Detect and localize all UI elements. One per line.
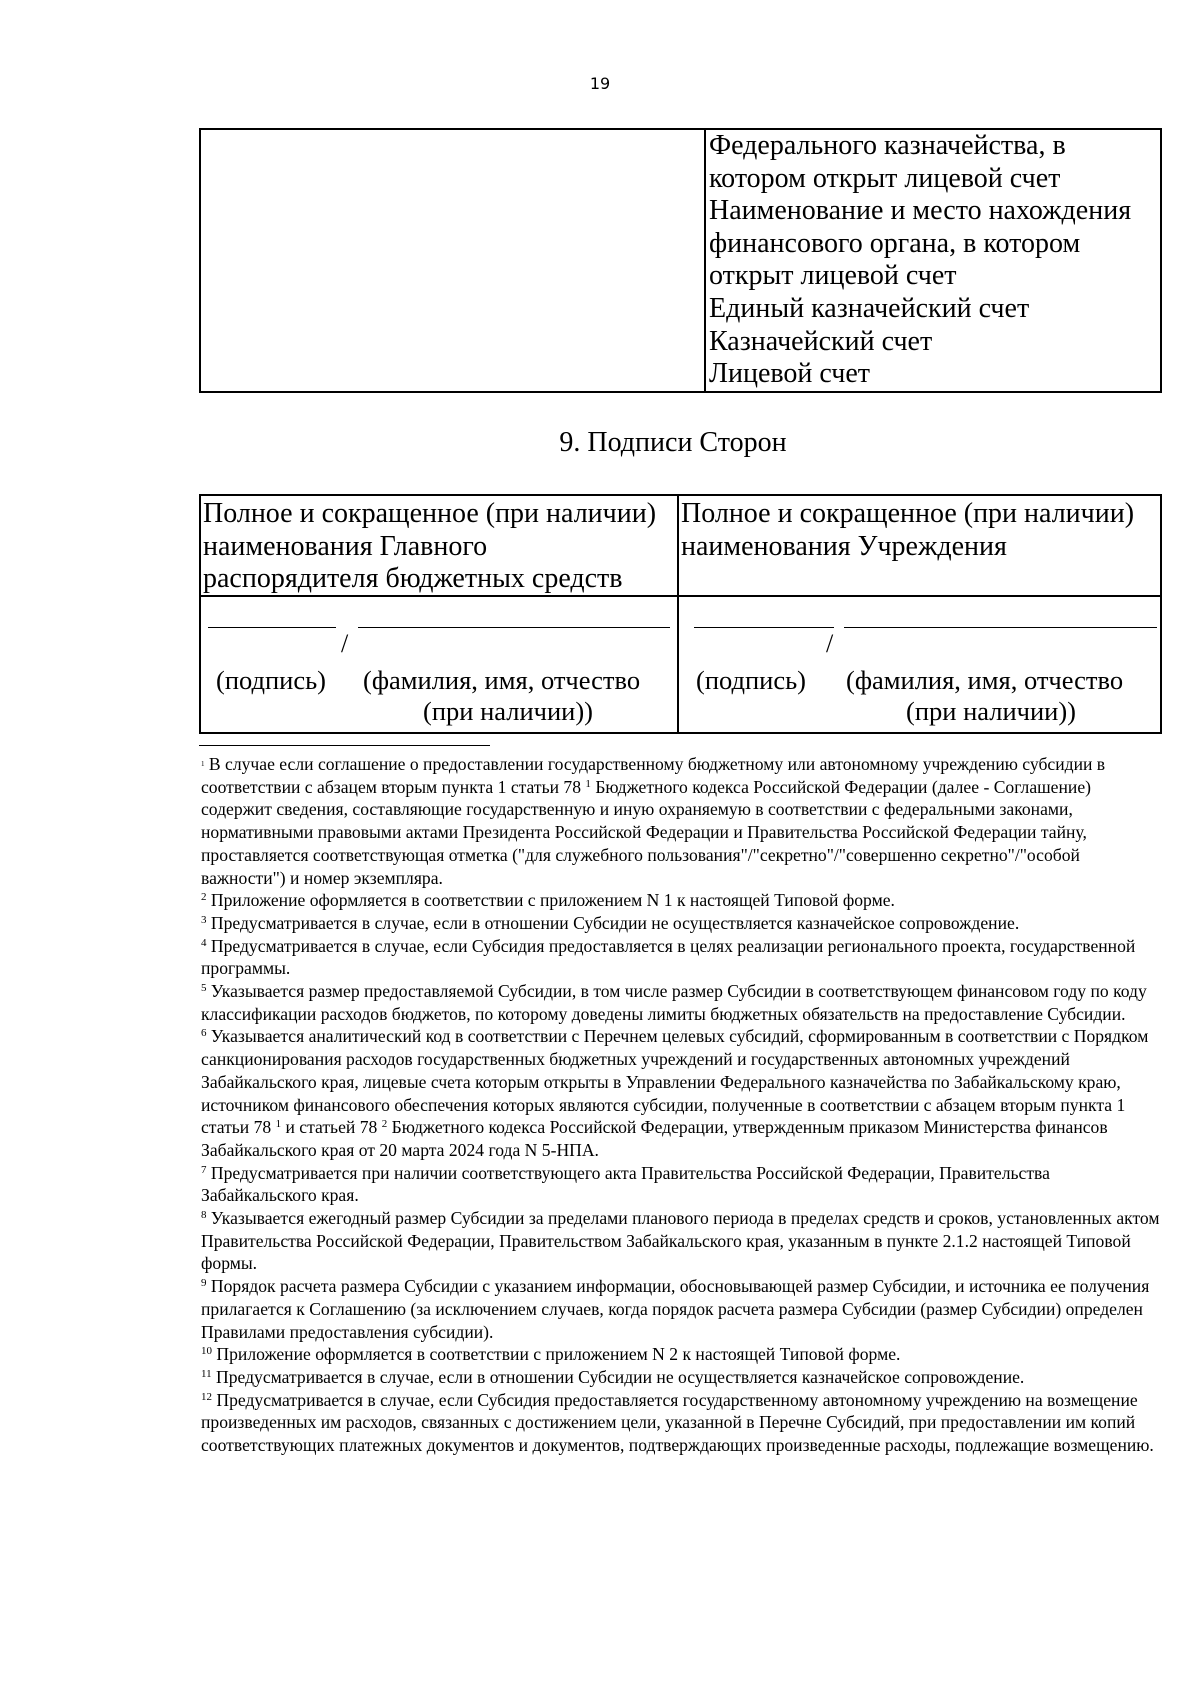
right-party-header: [677, 496, 1160, 595]
signature-line: [208, 627, 336, 628]
right-signature-cell: [677, 597, 1160, 732]
left-signature-cell: [201, 597, 677, 732]
signature-caption: (подпись): [216, 665, 327, 695]
footnote-2: $^2$ Приложение оформляется в соответствии с приложением N 1 к настоящей Типовой форме.: [201, 890, 895, 911]
name-caption-note: (при наличии)): [423, 696, 593, 726]
name-caption-note: (при наличии)): [906, 696, 1076, 726]
footnote-11: $^{11}$ Предусматривается в случае, если в отношении Субсидии не осуществляется казначейское сопровождение.: [201, 1366, 1025, 1387]
bank-detail-line: Наименование и место нахождения: [709, 195, 1132, 227]
bank-details-empty-cell: [201, 130, 706, 391]
section-title: 9. Подписи Сторон: [559, 427, 787, 458]
signatures-header-row: [201, 496, 1160, 597]
bank-detail-line: котором открыт лицевой счет: [709, 162, 1061, 194]
left-header-line: наименования Главного: [203, 530, 488, 562]
left-header-line: распорядителя бюджетных средств: [203, 563, 623, 595]
signature-caption: (подпись): [696, 665, 807, 695]
footnote-separator: [199, 745, 490, 746]
footnote-6: $^6$ Указывается аналитический код в соответствии с Перечнем целевых субсидий, сформированным в соответствии с Порядком санкционирования расходов государственных бюджетных учреждений и государственных автономных учреждений Забайкальского края, лицевые счета которым открыты в Управлении Федерального казначейства по Забайкальскому краю, источником финансового обеспечения которых являются субсидии, полученные в соответствии с абзацем вторым пункта 1 статьи 78 $^1$ и статьей 78 $^2$ Бюджетного кодекса Российской Федерации, утвержденным приказом Министерства финансов Забайкальского края от 20 марта 2024 года N 5-НПА.: [201, 1026, 1149, 1160]
name-line: [844, 627, 1157, 628]
page-number: 19: [589, 74, 611, 93]
bank-detail-line: Федерального казначейства, в: [709, 130, 1066, 161]
signature-line: [694, 627, 834, 628]
footnotes: [201, 753, 1161, 1457]
bank-detail-line: Единый казначейский счет: [709, 292, 1030, 324]
signatures-table: [199, 494, 1162, 734]
footnote-10: $^{10}$ Приложение оформляется в соответствии с приложением N 2 к настоящей Типовой форме.: [201, 1344, 901, 1365]
name-caption: (фамилия, имя, отчество: [363, 665, 641, 695]
footnote-7: $^7$ Предусматривается при наличии соответствующего акта Правительства Российской Федерации, Правительства Забайкальского края.: [201, 1162, 1050, 1206]
footnote-9: $^9$ Порядок расчета размера Субсидии с указанием информации, обосновывающей размер Субсидии, и источника ее получения прилагается к Соглашению (за исключением случаев, когда порядок расчета размера Субсидии (размер Субсидии) определен Правилами предоставления субсидии).: [201, 1276, 1150, 1342]
name-line: [358, 627, 670, 628]
footnote-3: $^3$ Предусматривается в случае, если в отношении Субсидии не осуществляется казначейское сопровождение.: [201, 912, 1020, 933]
footnote-1: $^1$ В случае если соглашение о предоставлении государственному бюджетному или автономному учреждению субсидии в соответствии с абзацем вторым пункта 1 статьи 78 $^1$ Бюджетного кодекса Российской Федерации (далее - Соглашение) содержит сведения, составляющие государственную и иную охраняемую в соответствии с федеральными законами, нормативными правовыми актами Президента Российской Федерации и Правительства Российской Федерации тайну, проставляется соответствующая отметка ("для служебного пользования"/"секретно"/"совершенно секретно"/"особой важности") и номер экземпляра.: [201, 754, 1106, 888]
right-header-line: Полное и сокращенное (при наличии): [681, 498, 1135, 529]
left-header-line: Полное и сокращенное (при наличии): [203, 498, 657, 529]
footnote-12: $^{12}$ Предусматривается в случае, если Субсидия предоставляется государственному автономному учреждению на возмещение произведенных им расходов, связанных с достижением цели, указанной в Перечне Субсидий, при предоставлении им копий соответствующих платежных документов и документов, подтверждающих произведенные расходы, подлежащие возмещению.: [201, 1389, 1154, 1456]
footnote-5: $^5$ Указывается размер предоставляемой Субсидии, в том числе размер Субсидии в соответствующем финансовом году по коду классификации расходов бюджетов, по которому доведены лимиты бюджетных обязательств на предоставление Субсидии.: [201, 981, 1147, 1024]
footnote-4: $^4$ Предусматривается в случае, если Субсидия предоставляется в целях реализации регионального проекта, государственной программы.: [201, 935, 1136, 979]
signatures-row: [201, 597, 1160, 732]
bank-details-table: [199, 128, 1162, 393]
footnote-8: $^8$ Указывается ежегодный размер Субсидии за пределами планового периода в пределах средств и сроков, установленных актом Правительства Российской Федерации, Правительством Забайкальского края, указанным в пункте 2.1.2 настоящей Типовой формы.: [201, 1208, 1160, 1274]
right-header-line: наименования Учреждения: [681, 530, 1007, 562]
slash-separator: /: [341, 629, 349, 658]
bank-detail-line: Лицевой счет: [709, 358, 871, 390]
bank-detail-line: финансового органа, в котором: [709, 227, 1081, 259]
bank-detail-line: Казначейский счет: [709, 325, 933, 357]
bank-detail-line: открыт лицевой счет: [709, 260, 957, 292]
slash-separator: /: [826, 629, 834, 658]
bank-details-cell: [706, 130, 1160, 391]
left-party-header: [201, 496, 677, 595]
name-caption: (фамилия, имя, отчество: [846, 665, 1124, 695]
